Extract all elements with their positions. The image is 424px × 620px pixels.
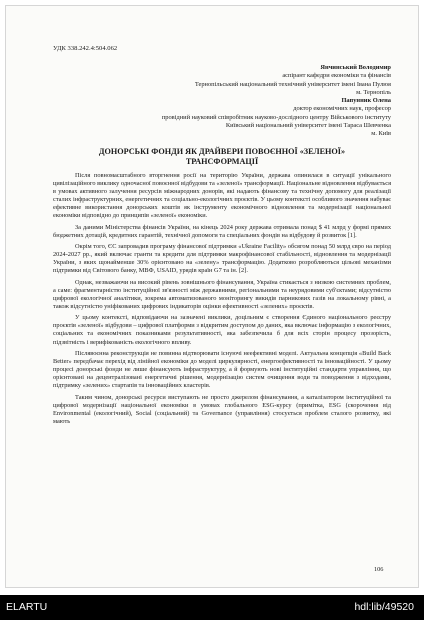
footer-handle-label: hdl:lib/49520 [354, 601, 414, 613]
author-block-1 [53, 64, 391, 97]
page-number: 106 [374, 566, 384, 573]
body-paragraph: Окрім того, ЄС запровадив програму фінансової підтримки «Ukraine Facility» обсягом понад 50 млрд євро на період 2024-2027 рр., який включає гранти та кредити для підтримки макрофінансової стабільності, відновлення та модернізації України, з яких щонайменше 30% орієнтовано на «зелену» трансформацію. Додатково розробляються цільові механізми підтримки від Світового банку, МВФ, USAID, урядів країн G7 та ін. [2]. [53, 242, 391, 275]
author-affiliation: Тернопільський національний технічний університет імені Івана Пулюя [194, 80, 391, 88]
author-city: м. Київ [371, 130, 391, 138]
author-degree: доктор економічних наук, професор [293, 105, 391, 113]
footer-bar [0, 595, 424, 620]
title-line-1: ДОНОРСЬКІ ФОНДИ ЯК ДРАЙВЕРИ ПОВОЄННОЇ «ЗЕЛЕНОЇ» [98, 146, 346, 156]
body-paragraph: За даними Міністерства фінансів України, на кінець 2024 року держава отримала понад $ 41 млрд у формі прямих бюджетних дотацій, кредитних гарантій, технічної допомоги та спеціальних фондів на відбудову й розвиток [1]. [53, 223, 391, 239]
footer-left-label: ELARTU [6, 601, 48, 613]
body-paragraph: У цьому контексті, відповідаючи на зазначені виклики, доцільним є створення Єдиного національного реєстру проєктів «зеленої» відбудови – цифрової платформи з відкритим доступом до даних, яка включає інформацію з екологічних, соціальних та економічних показниками результативності, яка забезпечила б для всіх сторін процесу прозорість, підзвітність і верифікованість екологічного впливу. [53, 314, 391, 346]
author-city: м. Тернопіль [356, 88, 391, 96]
author-affiliation: Київський національний університет імені Тараса Шевченка [225, 122, 391, 130]
author-block-2 [53, 97, 391, 138]
article-title [53, 147, 391, 167]
body-paragraph: Таким чином, донорські ресурси виступають не просто джерелом фінансування, а каталізатором інституційної та цифрової модернізації національної економіки в умовах глобального ESG-курсу (примітка, ESG (скорочення від Environmental (екологічний), Social (соціальний) та Governance (управління) стосується проблем сталого розвитку, які мають [53, 393, 391, 426]
body-paragraph: Після повномасштабного вторгнення росії на територію України, держава опинилася в ситуації унікального цивілізаційного виклику одночасної повоєнної відбудови та «зеленої» трансформації. Національне відновлення відбувається в умовах активного залучення ресурсів міжнародних донорів, які надають фінансову та технічну допомогу для реалізації сталих інфраструктурних, енергетичних та соціально-екологічних проєктів. У цьому контексті особливого значення набуває ефективне використання донорських коштів як інструменту економічного відновлення та модернізації національної економіки відповідно до принципів «зеленої» економіки. [53, 171, 391, 220]
document-content [53, 44, 391, 426]
document-page [5, 5, 419, 588]
udk-code: УДК 338.242.4:504.062 [53, 45, 118, 52]
author-name: Янчинський Володимир [320, 64, 391, 71]
author-position: провідний науковий співробітник науково-дослідного центру Військового інституту [161, 113, 391, 121]
body-paragraph: Однак, незважаючи на високий рівень зовнішнього фінансування, Україна стикається з низкою системних проблем, а саме: фрагментарністю інституційної зв'язності між державними, регіональними та неурядовими суб'єктами; відсутністю цифрової екологічної аналітики, зокрема автоматизованого моніторингу викидів парникових газів на локальному рівні, а також відсутністю уніфікованих цифрових індикаторів оцінки ефективності «зелених» проєктів. [53, 278, 391, 311]
body-paragraph: Післявоєнна реконструкція не повинна відтворювати існуючі неефективні моделі. Актуальна концепція «Build Back Better» передбачає перехід від лінійної економіки до моделі циркулярності, енергоефективності та інноваційності. У цьому процесі донорські фонди не лише фінансують інфраструктуру, а й формують нові інституційні стандарти управління, що орієнтовані на децентралізовані енергетичні рішення, модернізацію систем очищення води та поводження з відходами, підтримку «зелених» стартапів та інноваційних кластерів. [53, 349, 391, 390]
title-line-2: ТРАНСФОРМАЦІЇ [185, 156, 259, 166]
author-name: Папунник Олена [341, 97, 391, 105]
author-position: аспірант кафедри економіки та фінансів [282, 72, 391, 80]
